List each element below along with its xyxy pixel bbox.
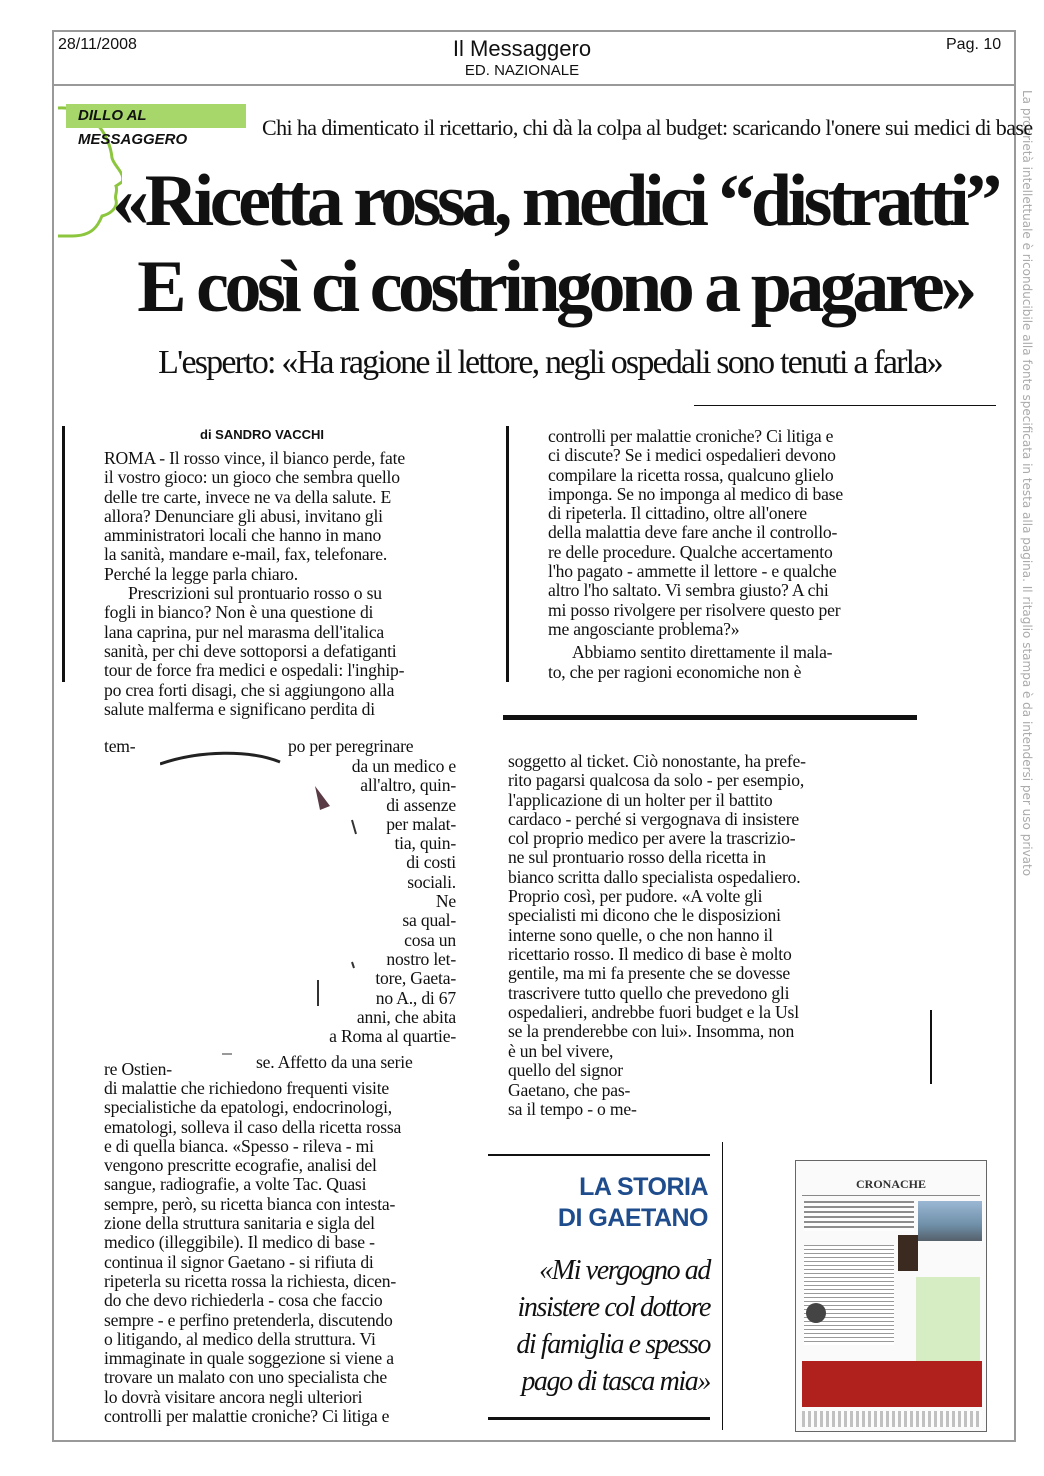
section-divider [503,715,917,720]
thumbnail-headline-block [804,1201,914,1231]
sidebar-side-rule [722,1142,723,1430]
issue-date: 28/11/2008 [58,36,137,53]
paragraph: Prescrizioni sul prontuario rosso o su fogli in bianco? Non è una questione di lana caprina, pur nel marasma dell'italica sanità, per chi deve sottoporsi a defatiganti tour de force fra medici e ospedali: l'inghip- po crea forti disagi, che si aggiungono alla salute malferma e significano perdita di [104,583,405,719]
paragraph: controlli per malattie croniche? Ci litiga e ci discute? Se i medici ospedalieri devono compilare la ricetta rossa, qualcuno glielo imponga. Se no imponga al medico di base di ripeterla. Il cittadino, oltre all'onere della malattia deve fare anche il controllo- re delle procedure. Qualche accertamento l'ho pagato - ammette il lettore - e qualche altro l'ho saltato. Vi sembra giusto? A chi mi posso rivolgere per risolvere questo per me angosciante problema?» [548,426,843,639]
sidebar-bottom-rule [488,1417,710,1420]
column-2-marker [506,426,509,682]
kicker: Chi ha dimenticato il ricettario, chi dà la colpa al budget: scaricando l'onere sui medici di base [262,115,1033,140]
subheadline: L'esperto: «Ha ragione il lettore, negli ospedali sono tenuti a farla» [158,344,942,381]
wrap-left: tem- [104,736,136,756]
thumbnail-section-title: CRONACHE [855,1177,926,1191]
column-2-end-marker [930,1010,932,1084]
column-1-marker [62,426,65,682]
headline-line-2: E così ci costringono a pagare» [137,246,973,328]
paragraph: Abbiamo sentito direttamente il mala- to, che per ragioni economiche non è [548,642,833,682]
headline-line-1: «Ricetta rossa, medici “distratti” [112,160,998,242]
rejoin-left: re Ostien- [104,1059,172,1079]
page-thumbnail [795,1160,987,1432]
column-1-narrow: da un medico e all'altro, quin- di assenze per malat- tia, quin- di costi sociali. Ne sa qual- cosa un nostro let- tore, Gaeta- no A., di 67 anni, che abita a Roma al quartie- [329,756,456,1047]
thumbnail-green-box [916,1277,980,1361]
edition-label: ED. NAZIONALE [464,62,580,79]
thumbnail-footer [802,1411,982,1427]
newspaper-name: Il Messaggero [452,36,592,61]
thumbnail-photo-dark [898,1235,918,1271]
headline [100,158,1010,330]
thumbnail-text-block [804,1245,894,1345]
sidebar-quote: «Mi vergogno ad insistere col dottore di famiglia e spesso pago di tasca mia» [516,1255,710,1397]
thumbnail-masthead-rule [802,1195,980,1196]
column-2-bottom: soggetto al ticket. Ciò nonostante, ha prefe- rito pagarsi qualcosa da solo - per esempio, l'applicazione di un holter per il battito cardaco - perché si vergognava di insistere col proprio medico per avere la trascrizio- ne sul prontuario rosso della ricetta in bianco scritta dallo specialista ospedaliero. Proprio così, per pudore. «A volte gli specialisti mi dicono che le disposizioni interne sono quelle, o che non hanno il ricettario rosso. Il medico di base è molto gentile, ma mi fa presente che se dovesse trascrivere tutto quello che prevedono gli ospedalieri, andrebbe fuori budget e la Usl se la prenderebbe con lui». Insomma, non [508,751,806,1042]
paragraph: ROMA - Il rosso vince, il bianco perde, fate il vostro gioco: un gioco che sembra quello delle tre carte, invece ne va della salute. E allora? Denunciare gli abusi, invitano gli amministratori locali che hanno in mano la sanità, mandare e-mail, fax, telefonare. Perché la legge parla chiaro. [104,448,405,584]
column-2-top [548,427,902,682]
wrap-right: po per peregrinare [288,736,414,756]
column-1-top [104,449,456,719]
sidebar-title: LA STORIA DI GAETANO [557,1173,708,1232]
header-divider [52,84,1016,86]
sidebar-top-rule [488,1154,710,1156]
rubric-tag: DILLO AL MESSAGGERO [66,104,246,128]
page-number: Pag. 10 [946,36,1002,53]
side-notice: La proprietà intellettuale è riconducibile alla fonte specificata in testa alla pagina. Il ritaglio stampa è da intendersi per uso privato [1020,90,1034,877]
column-1-bottom: di malattie che richiedono frequenti visite specialistiche da epatologi, endocrinologi, ematologi, solleva il caso della ricetta rossa e di quella bianca. «Spesso - rileva - mi vengono prescritte ecografie, analisi del sangue, radiografie, a volte Tac. Quasi sempre, però, su ricetta bianca con intesta- zione della struttura sanitaria e sigla del medico (illeggibile). Il medico di base - continua il signor Gaetano - si rifiuta di ripeterla su ricetta rossa la richiesta, dicen- do che devo richiederla - cosa che faccio sempre - e perfino pretenderla, discutendo o litigando, al medico della struttura. Vi immaginate in quale soggezione si viene a trovare un malato con uno specialista che lo dovrà visitare ancora negli ulteriori controlli per malattie croniche? Ci litiga e [104,1079,402,1427]
byline: di SANDRO VACCHI [200,427,324,442]
subhead-rule [694,405,996,406]
thumbnail-portrait [806,1303,826,1323]
thumbnail-ad [802,1361,982,1407]
thumbnail-photo [918,1201,982,1241]
rejoin-right: se. Affetto da una serie [256,1052,413,1072]
column-2-short: è un bel vivere, quello del signor Gaetano, che pas- sa il tempo - o me- [508,1041,637,1119]
